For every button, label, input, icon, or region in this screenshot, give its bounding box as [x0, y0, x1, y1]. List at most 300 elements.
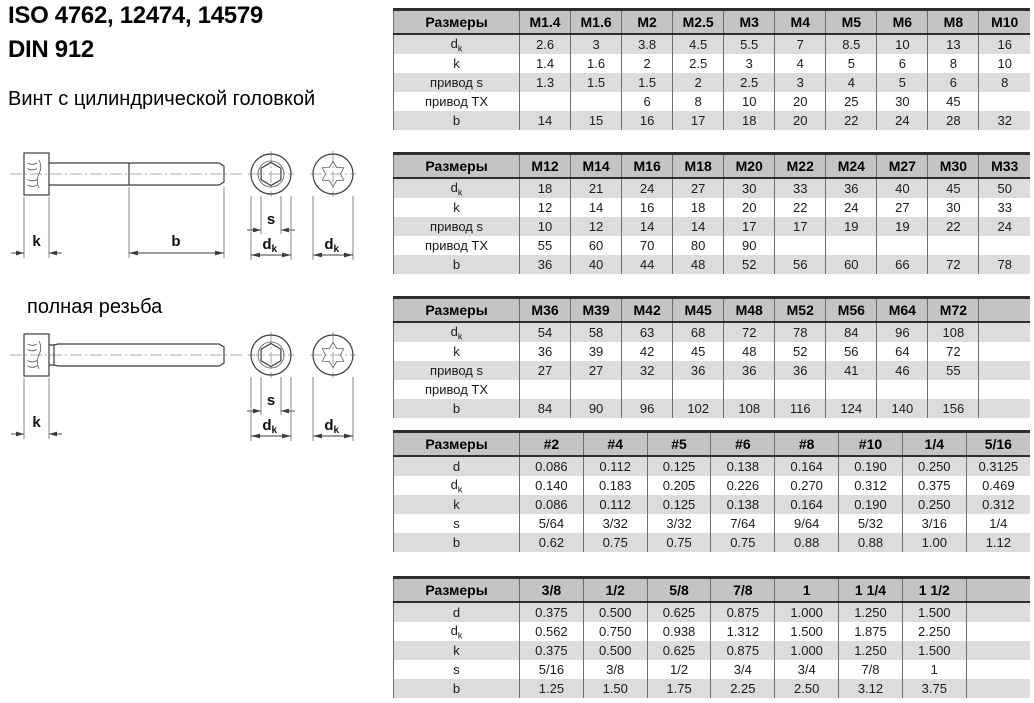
size-column-header	[966, 578, 1030, 603]
table-row	[394, 660, 1031, 679]
value-cell: 20	[724, 198, 775, 217]
value-cell: 60	[571, 236, 622, 255]
value-cell: 0.75	[711, 533, 775, 552]
value-cell: 8	[673, 92, 724, 111]
dim-label-dk-sub: k	[271, 425, 278, 436]
value-cell: 0.250	[902, 495, 966, 514]
value-cell: 0.3125	[966, 456, 1030, 476]
value-cell: 84	[520, 399, 571, 418]
screw-side-view	[10, 334, 242, 376]
imperial-sizes-table-large	[393, 576, 1030, 698]
size-column-header	[979, 298, 1030, 323]
value-cell: 41	[826, 361, 877, 380]
value-cell: 30	[877, 92, 928, 111]
value-cell	[571, 380, 622, 399]
value-cell	[826, 236, 877, 255]
table-row	[394, 73, 1031, 92]
value-cell: 96	[877, 322, 928, 342]
value-cell: 14	[571, 198, 622, 217]
value-cell: 44	[622, 255, 673, 274]
value-cell: 156	[928, 399, 979, 418]
value-cell: 0.112	[583, 495, 647, 514]
dim-label-dk: d	[324, 417, 334, 434]
value-cell: 0.625	[647, 602, 711, 622]
value-cell: 25	[826, 92, 877, 111]
value-cell: 1.250	[839, 602, 903, 622]
value-cell: 17	[673, 111, 724, 130]
product-subtitle: Винт с цилиндрической головкой	[8, 88, 316, 110]
value-cell: 22	[928, 217, 979, 236]
value-cell: 2	[622, 54, 673, 73]
value-cell: 0.750	[583, 622, 647, 641]
value-cell: 55	[520, 236, 571, 255]
value-cell: 0.88	[839, 533, 903, 552]
value-cell: 63	[622, 322, 673, 342]
value-cell: 14	[520, 111, 571, 130]
value-cell: 10	[724, 92, 775, 111]
value-cell: 0.875	[711, 602, 775, 622]
dim-label-dk: d	[262, 417, 272, 434]
value-cell: 24	[877, 111, 928, 130]
value-cell: 1.3	[520, 73, 571, 92]
value-cell: 1.500	[775, 622, 839, 641]
size-column-header: M1.6	[571, 10, 622, 35]
value-cell: 1.000	[775, 641, 839, 660]
dk-dimension-torx	[313, 196, 353, 260]
value-cell: 12	[571, 217, 622, 236]
row-label: s	[394, 660, 520, 679]
value-cell: 0.62	[520, 533, 584, 552]
value-cell: 2.250	[902, 622, 966, 641]
value-cell: 0.375	[902, 476, 966, 495]
value-cell: 0.250	[902, 456, 966, 476]
value-cell	[520, 92, 571, 111]
value-cell: 17	[724, 217, 775, 236]
table-row	[394, 217, 1031, 236]
value-cell: 0.164	[775, 495, 839, 514]
size-column-header: M1.4	[520, 10, 571, 35]
value-cell: 3/4	[711, 660, 775, 679]
size-column-header: M4	[775, 10, 826, 35]
value-cell: 72	[928, 342, 979, 361]
value-cell: 6	[928, 73, 979, 92]
row-label: привод TX	[394, 92, 520, 111]
row-label: $d_k$	[394, 622, 520, 641]
value-cell: 36	[724, 361, 775, 380]
size-column-header: M14	[571, 154, 622, 179]
value-cell: 1.312	[711, 622, 775, 641]
row-label: b	[394, 533, 520, 552]
value-cell: 2.5	[673, 54, 724, 73]
value-cell: 16	[979, 34, 1030, 54]
value-cell: 2	[673, 73, 724, 92]
value-cell	[520, 380, 571, 399]
metric-sizes-table-small	[393, 8, 1030, 130]
value-cell: 0.205	[647, 476, 711, 495]
size-column-header: M42	[622, 298, 673, 323]
value-cell: 5	[877, 73, 928, 92]
value-cell: 4.5	[673, 34, 724, 54]
value-cell: 108	[928, 322, 979, 342]
value-cell: 15	[571, 111, 622, 130]
size-column-header: M36	[520, 298, 571, 323]
value-cell: 4	[826, 73, 877, 92]
size-column-header: M72	[928, 298, 979, 323]
table-row	[394, 322, 1031, 342]
value-cell: 45	[928, 178, 979, 198]
value-cell: 72	[928, 255, 979, 274]
value-cell: 1/4	[966, 514, 1030, 533]
row-label: s	[394, 514, 520, 533]
screw-side-view	[10, 153, 242, 195]
size-column-header: M6	[877, 10, 928, 35]
value-cell: 1.50	[583, 679, 647, 698]
value-cell: 0.625	[647, 641, 711, 660]
value-cell: 19	[877, 217, 928, 236]
value-cell: 3.8	[622, 34, 673, 54]
value-cell: 1.75	[647, 679, 711, 698]
value-cell: 1.000	[775, 602, 839, 622]
value-cell	[724, 380, 775, 399]
table-row	[394, 399, 1031, 418]
value-cell: 0.75	[647, 533, 711, 552]
row-label: b	[394, 255, 520, 274]
value-cell: 0.562	[520, 622, 584, 641]
value-cell	[979, 236, 1030, 255]
row-label: привод s	[394, 73, 520, 92]
value-cell: 36	[826, 178, 877, 198]
value-cell: 0.88	[775, 533, 839, 552]
size-column-header: M12	[520, 154, 571, 179]
table-row	[394, 361, 1031, 380]
s-dimension	[247, 377, 295, 415]
dim-label-dk-sub: k	[333, 425, 340, 436]
size-column-header: M2	[622, 10, 673, 35]
value-cell: 66	[877, 255, 928, 274]
value-cell: 10	[877, 34, 928, 54]
value-cell: 14	[673, 217, 724, 236]
value-cell	[775, 380, 826, 399]
value-cell: 36	[673, 361, 724, 380]
metric-sizes-table-large	[393, 296, 1030, 418]
dim-label-dk-sub: k	[333, 244, 340, 255]
value-cell: 52	[775, 342, 826, 361]
size-column-header: M30	[928, 154, 979, 179]
table-row	[394, 34, 1031, 54]
dim-label-k: k	[32, 233, 41, 250]
size-column-header: M18	[673, 154, 724, 179]
value-cell: 0.112	[583, 456, 647, 476]
value-cell	[966, 679, 1030, 698]
value-cell: 56	[826, 342, 877, 361]
value-cell: 3/32	[647, 514, 711, 533]
value-cell: 3/4	[775, 660, 839, 679]
dim-label-s: s	[266, 392, 276, 409]
size-column-header: M52	[775, 298, 826, 323]
value-cell: 20	[775, 111, 826, 130]
row-label: d	[394, 602, 520, 622]
hex-socket-end-view	[248, 332, 294, 378]
size-column-header: 5/16	[966, 432, 1030, 457]
value-cell	[571, 92, 622, 111]
value-cell: 14	[622, 217, 673, 236]
value-cell	[928, 380, 979, 399]
table-corner-header: Размеры	[394, 578, 520, 603]
dim-label-k: k	[32, 414, 41, 431]
value-cell: 0.375	[520, 602, 584, 622]
size-column-header: M33	[979, 154, 1030, 179]
value-cell: 8	[979, 73, 1030, 92]
row-label: $d_k$	[394, 178, 520, 198]
table-corner-header: Размеры	[394, 154, 520, 179]
value-cell: 24	[826, 198, 877, 217]
k-dimension	[11, 197, 62, 258]
value-cell: 21	[571, 178, 622, 198]
row-label: k	[394, 641, 520, 660]
size-column-header: #8	[775, 432, 839, 457]
value-cell: 70	[622, 236, 673, 255]
value-cell: 10	[520, 217, 571, 236]
value-cell: 2.25	[711, 679, 775, 698]
value-cell: 68	[673, 322, 724, 342]
value-cell: 1	[902, 660, 966, 679]
value-cell: 0.875	[711, 641, 775, 660]
value-cell: 0.140	[520, 476, 584, 495]
dim-label-b: b	[171, 233, 181, 250]
torx-end-view	[310, 332, 356, 378]
row-label: k	[394, 495, 520, 514]
row-label: привод s	[394, 361, 520, 380]
size-column-header: 1/4	[902, 432, 966, 457]
value-cell: 3.75	[902, 679, 966, 698]
value-cell: 55	[928, 361, 979, 380]
value-cell: 1.250	[839, 641, 903, 660]
size-column-header: M64	[877, 298, 928, 323]
table-row	[394, 476, 1031, 495]
value-cell	[966, 622, 1030, 641]
size-column-header: 1	[775, 578, 839, 603]
partial-thread-screw-drawing	[6, 134, 378, 269]
value-cell: 0.75	[583, 533, 647, 552]
value-cell: 0.164	[775, 456, 839, 476]
value-cell: 0.138	[711, 495, 775, 514]
row-label: привод s	[394, 217, 520, 236]
table-row	[394, 255, 1031, 274]
size-column-header: M22	[775, 154, 826, 179]
size-column-header: M45	[673, 298, 724, 323]
row-label: b	[394, 679, 520, 698]
torx-end-view	[310, 151, 356, 197]
table-row	[394, 456, 1031, 476]
k-dimension	[11, 378, 62, 439]
size-column-header: M2.5	[673, 10, 724, 35]
table-row	[394, 111, 1031, 130]
value-cell: 90	[571, 399, 622, 418]
value-cell	[966, 602, 1030, 622]
table-row	[394, 380, 1031, 399]
table-row	[394, 602, 1031, 622]
size-column-header: 3/8	[520, 578, 584, 603]
value-cell: 0.312	[839, 476, 903, 495]
value-cell: 0.138	[711, 456, 775, 476]
value-cell: 13	[928, 34, 979, 54]
value-cell: 90	[724, 236, 775, 255]
value-cell: 24	[979, 217, 1030, 236]
value-cell: 32	[979, 111, 1030, 130]
value-cell: 27	[571, 361, 622, 380]
value-cell: 84	[826, 322, 877, 342]
standards-title-iso: ISO 4762, 12474, 14579	[8, 2, 263, 29]
table-row	[394, 641, 1031, 660]
table-row	[394, 236, 1031, 255]
value-cell: 5	[826, 54, 877, 73]
value-cell: 45	[673, 342, 724, 361]
value-cell	[979, 361, 1030, 380]
value-cell	[966, 660, 1030, 679]
value-cell	[979, 342, 1030, 361]
size-column-header: M24	[826, 154, 877, 179]
value-cell: 6	[622, 92, 673, 111]
value-cell: 1.500	[902, 641, 966, 660]
size-column-header: #5	[647, 432, 711, 457]
value-cell: 8	[928, 54, 979, 73]
value-cell: 0.469	[966, 476, 1030, 495]
value-cell: 4	[775, 54, 826, 73]
table-row	[394, 198, 1031, 217]
value-cell: 54	[520, 322, 571, 342]
table-row	[394, 92, 1031, 111]
imperial-sizes-table-small	[393, 430, 1030, 552]
value-cell: 0.086	[520, 456, 584, 476]
table-row	[394, 342, 1031, 361]
value-cell: 72	[724, 322, 775, 342]
value-cell: 48	[673, 255, 724, 274]
dk-dimension-hex	[251, 377, 291, 441]
value-cell: 0.270	[775, 476, 839, 495]
value-cell: 3/16	[902, 514, 966, 533]
size-column-header: 1 1/4	[839, 578, 903, 603]
full-thread-screw-drawing	[6, 315, 378, 450]
value-cell: 16	[622, 111, 673, 130]
value-cell: 0.500	[583, 641, 647, 660]
value-cell: 0.086	[520, 495, 584, 514]
row-label: $d_k$	[394, 322, 520, 342]
value-cell: 1.25	[520, 679, 584, 698]
value-cell: 1/2	[647, 660, 711, 679]
value-cell: 80	[673, 236, 724, 255]
value-cell: 30	[724, 178, 775, 198]
value-cell: 36	[520, 255, 571, 274]
value-cell: 0.190	[839, 495, 903, 514]
value-cell: 42	[622, 342, 673, 361]
size-column-header: #4	[583, 432, 647, 457]
dim-label-dk: d	[262, 236, 272, 253]
value-cell: 1.12	[966, 533, 1030, 552]
dk-dimension-torx	[313, 377, 353, 441]
value-cell: 24	[622, 178, 673, 198]
value-cell: 16	[622, 198, 673, 217]
value-cell: 17	[775, 217, 826, 236]
size-column-header: M56	[826, 298, 877, 323]
value-cell: 0.190	[839, 456, 903, 476]
table-row	[394, 679, 1031, 698]
value-cell: 22	[826, 111, 877, 130]
value-cell: 0.938	[647, 622, 711, 641]
value-cell: 3	[724, 54, 775, 73]
value-cell: 3	[571, 34, 622, 54]
value-cell: 7/64	[711, 514, 775, 533]
value-cell: 18	[520, 178, 571, 198]
row-label: b	[394, 111, 520, 130]
value-cell: 0.500	[583, 602, 647, 622]
value-cell: 3	[775, 73, 826, 92]
value-cell: 60	[826, 255, 877, 274]
value-cell: 2.6	[520, 34, 571, 54]
value-cell	[877, 236, 928, 255]
value-cell: 19	[826, 217, 877, 236]
s-dimension	[247, 196, 295, 234]
size-column-header: M8	[928, 10, 979, 35]
table-row	[394, 54, 1031, 73]
table-row	[394, 622, 1031, 641]
dim-label-s: s	[266, 211, 276, 228]
value-cell: 96	[622, 399, 673, 418]
value-cell: 0.312	[966, 495, 1030, 514]
dim-label-dk: d	[324, 236, 334, 253]
value-cell: 48	[724, 342, 775, 361]
value-cell: 5/32	[839, 514, 903, 533]
value-cell: 9/64	[775, 514, 839, 533]
value-cell: 0.125	[647, 495, 711, 514]
value-cell: 52	[724, 255, 775, 274]
row-label: b	[394, 399, 520, 418]
full-thread-note: полная резьба	[27, 296, 163, 318]
value-cell	[966, 641, 1030, 660]
standards-title-din: DIN 912	[8, 36, 94, 63]
value-cell	[877, 380, 928, 399]
value-cell: 33	[979, 198, 1030, 217]
size-column-header: #6	[711, 432, 775, 457]
value-cell	[775, 236, 826, 255]
value-cell: 102	[673, 399, 724, 418]
hex-socket-end-view	[248, 151, 294, 197]
value-cell	[928, 236, 979, 255]
value-cell	[979, 322, 1030, 342]
table-corner-header: Размеры	[394, 10, 520, 35]
size-column-header: M39	[571, 298, 622, 323]
value-cell: 1.4	[520, 54, 571, 73]
table-row	[394, 495, 1031, 514]
value-cell: 56	[775, 255, 826, 274]
row-label: $d_k$	[394, 34, 520, 54]
value-cell	[826, 380, 877, 399]
size-column-header: M16	[622, 154, 673, 179]
value-cell: 2.50	[775, 679, 839, 698]
value-cell: 27	[673, 178, 724, 198]
row-label: привод TX	[394, 380, 520, 399]
value-cell: 64	[877, 342, 928, 361]
value-cell: 28	[928, 111, 979, 130]
value-cell: 2.5	[724, 73, 775, 92]
value-cell: 32	[622, 361, 673, 380]
value-cell: 12	[520, 198, 571, 217]
size-column-header: 1 1/2	[902, 578, 966, 603]
b-dimension	[129, 187, 224, 258]
table-row	[394, 533, 1031, 552]
value-cell: 0.226	[711, 476, 775, 495]
row-label: $d_k$	[394, 476, 520, 495]
value-cell: 3/8	[583, 660, 647, 679]
